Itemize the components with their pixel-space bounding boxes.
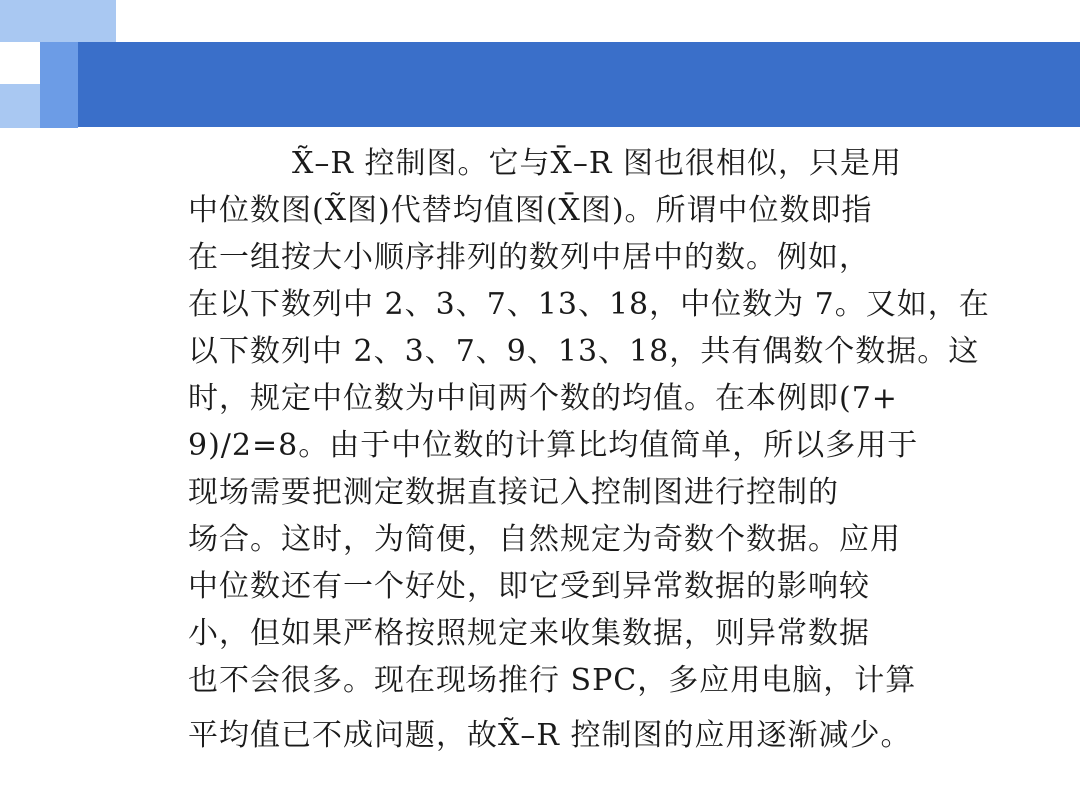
deco-square-2 (78, 0, 116, 42)
paragraph-line: 现场需要把测定数据直接记入控制图进行控制的 (188, 475, 839, 510)
paragraph-line: 在一组按大小顺序排列的数列中居中的数。例如， (188, 240, 870, 275)
deco-square-1 (0, 0, 78, 42)
paragraph-line: 以下数列中 2、3、7、9、13、18，共有偶数个数据。这 (188, 334, 980, 369)
deco-square-3 (40, 42, 78, 84)
paragraph-line: 9)/2=8。由于中位数的计算比均值简单，所以多用于 (188, 428, 919, 463)
header-banner (0, 0, 1080, 130)
deco-square-6 (78, 42, 116, 84)
document-body (188, 140, 990, 759)
paragraph-line: 平均值已不成问题，故X̃–R 控制图的应用逐渐减少。 (188, 718, 912, 753)
header-bar (78, 42, 1080, 127)
paragraph-line: 也不会很多。现在现场推行 SPC，多应用电脑，计算 (188, 663, 917, 698)
paragraph-line: X̃–R 控制图。它与X̄–R 图也很相似，只是用 (292, 146, 902, 181)
paragraph-line: 场合。这时，为简便，自然规定为奇数个数据。应用 (188, 522, 901, 557)
deco-square-5 (40, 84, 78, 128)
paragraph-line: 在以下数列中 2、3、7、13、18，中位数为 7。又如，在 (188, 287, 990, 322)
paragraph-line: 小，但如果严格按照规定来收集数据，则异常数据 (188, 616, 870, 651)
paragraph-line: 中位数图(X̃图)代替均值图(X̄图)。所谓中位数即指 (188, 193, 873, 228)
paragraph-line: 时，规定中位数为中间两个数的均值。在本例即(7+ (188, 381, 898, 416)
deco-square-4 (0, 84, 40, 128)
paragraph-line: 中位数还有一个好处，即它受到异常数据的影响较 (188, 569, 870, 604)
